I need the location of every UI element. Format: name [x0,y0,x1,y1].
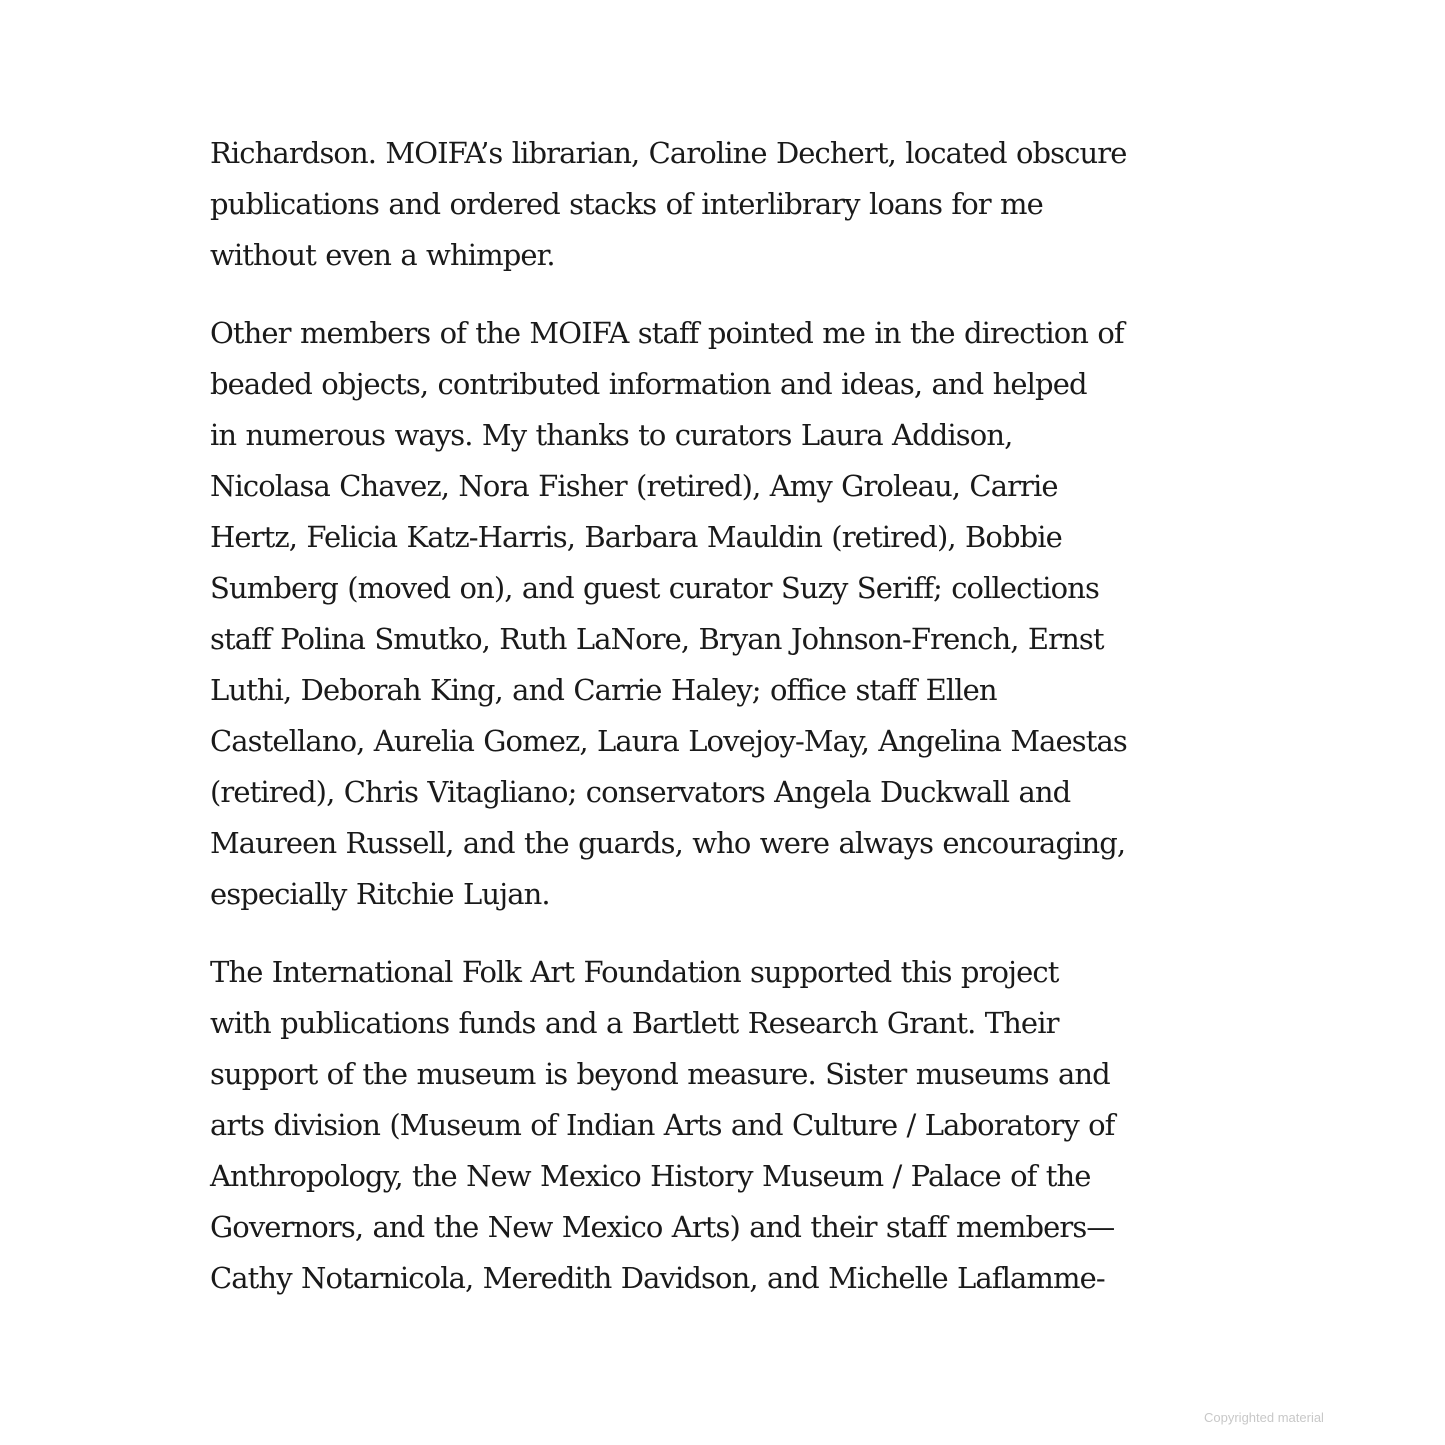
text-line: without even a whimper. [210,238,555,272]
text-line: staff Polina Smutko, Ruth LaNore, Bryan Johnson-French, Ernst [210,622,1104,656]
paragraph-2 [210,308,1250,920]
text-line: Hertz, Felicia Katz-Harris, Barbara Mauldin (retired), Bobbie [210,520,1062,554]
text-line: publications and ordered stacks of interlibrary loans for me [210,187,1043,221]
text-line: Richardson. MOIFA’s librarian, Caroline Dechert, located obscure [210,136,1127,170]
document-page [210,128,1250,1331]
text-line: Anthropology, the New Mexico History Museum / Palace of the [210,1159,1091,1193]
paragraph-1 [210,128,1250,281]
text-line: Governors, and the New Mexico Arts) and their staff members— [210,1210,1115,1244]
text-line: (retired), Chris Vitagliano; conservators Angela Duckwall and [210,775,1071,809]
text-line: Cathy Notarnicola, Meredith Davidson, and Michelle Laflamme- [210,1261,1105,1295]
text-line: Luthi, Deborah King, and Carrie Haley; office staff Ellen [210,673,997,707]
text-line: beaded objects, contributed information and ideas, and helped [210,367,1087,401]
text-line: Maureen Russell, and the guards, who were always encouraging, [210,826,1126,860]
text-line: especially Ritchie Lujan. [210,877,550,911]
paragraph-3 [210,947,1250,1304]
text-line: in numerous ways. My thanks to curators Laura Addison, [210,418,1013,452]
copyright-watermark: Copyrighted material [1204,1410,1324,1425]
text-line: with publications funds and a Bartlett Research Grant. Their [210,1006,1059,1040]
text-line: The International Folk Art Foundation supported this project [210,955,1059,989]
text-line: Castellano, Aurelia Gomez, Laura Lovejoy-May, Angelina Maestas [210,724,1127,758]
text-line: Other members of the MOIFA staff pointed me in the direction of [210,316,1124,350]
text-line: arts division (Museum of Indian Arts and Culture / Laboratory of [210,1108,1115,1142]
text-line: Nicolasa Chavez, Nora Fisher (retired), Amy Groleau, Carrie [210,469,1058,503]
text-line: support of the museum is beyond measure. Sister museums and [210,1057,1110,1091]
text-line: Sumberg (moved on), and guest curator Suzy Seriff; collections [210,571,1099,605]
